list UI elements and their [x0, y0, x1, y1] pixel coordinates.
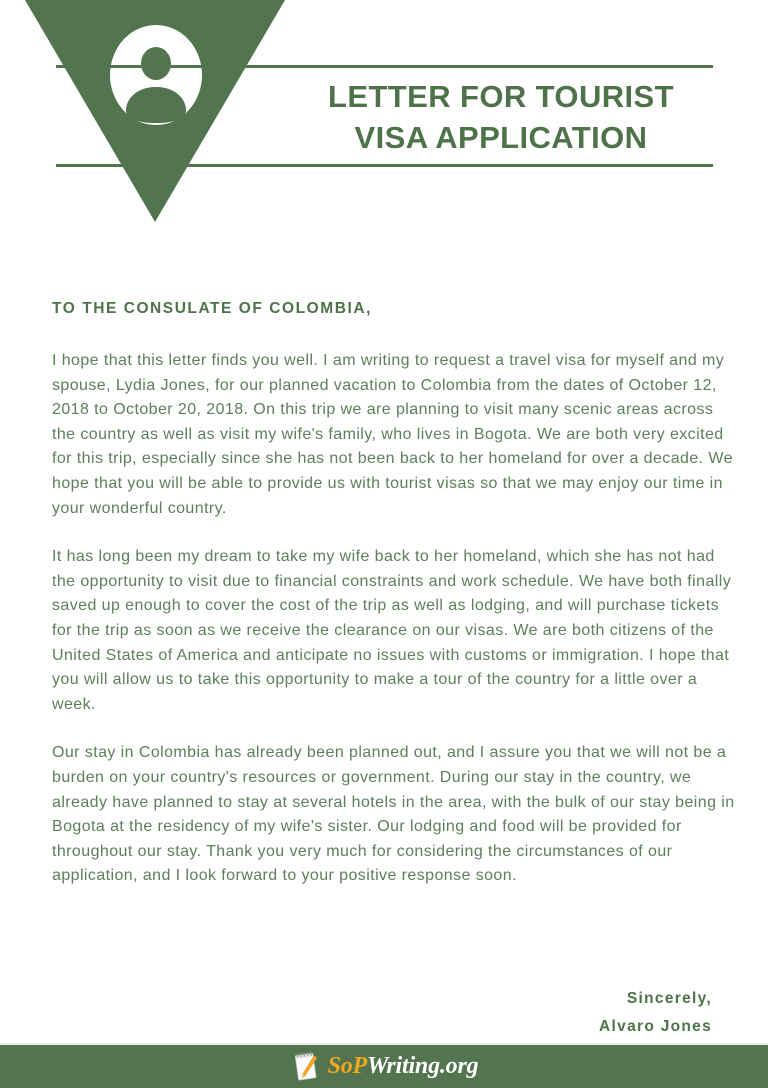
brand-wordmark [328, 1053, 479, 1080]
brand-logo[interactable] [290, 1050, 479, 1084]
signer-name: Alvaro Jones [599, 1018, 712, 1035]
signature-block [300, 985, 712, 1041]
page-title-line-2: VISA APPLICATION [354, 120, 648, 155]
brand-wordmark-highlight: SoP [327, 1053, 368, 1079]
letter-paragraph: Our stay in Colombia has already been planned out, and I assure you that we will not be a burden on your country's resources or government. During our stay in the country, we already have planned to stay at several hotels in the area, with the bulk of our stay being in Bogota at the residency of my wife's sister. Our lodging and food will be provided for throughout our stay. Thank you very much for considering the circumstances of our application, and I look forward to your positive response soon. [52, 744, 735, 885]
notepad-pencil-icon [290, 1050, 324, 1084]
document-header [0, 0, 768, 250]
header-rule-top [56, 65, 713, 68]
letter-paragraph: I hope that this letter finds you well. I am writing to request a travel visa for myself and my spouse, Lydia Jones, for our planned vacation to Colombia from the dates of October 12, 2018 to October 20, 2018. On this trip we are planning to visit many scenic areas across the country as well as visit my wife's family, who lives in Bogota. We are both very excited for this trip, especially since she has not been back to her homeland for over a decade. We hope that you will be able to provide us with tourist visas so that we may enjoy our time in your wonderful country. [52, 352, 733, 517]
letter-closing: Sincerely, [626, 990, 712, 1007]
letter-salutation: TO THE CONSULATE OF COLOMBIA, [52, 300, 372, 317]
letter-body [52, 300, 736, 889]
page-title-line-1: LETTER FOR TOURIST [328, 79, 674, 114]
document-footer [0, 1043, 768, 1088]
page-title [286, 76, 716, 158]
letter-paragraph: It has long been my dream to take my wife back to her homeland, which she has not had the opportunity to visit due to financial constraints and work schedule. We have both finally saved up enough to cover the cost of the trip as well as lodging, and will purchase tickets for the trip as soon as we receive the clearance on our visas. We are both citizens of the United States of America and anticipate no issues with customs or immigration. I hope that you will allow us to take this opportunity to make a tour of the country for a little over a week. [52, 548, 732, 713]
avatar-head-shape [141, 47, 171, 80]
header-rule-bottom [56, 164, 713, 167]
brand-wordmark-rest: Writing.org [367, 1053, 479, 1079]
